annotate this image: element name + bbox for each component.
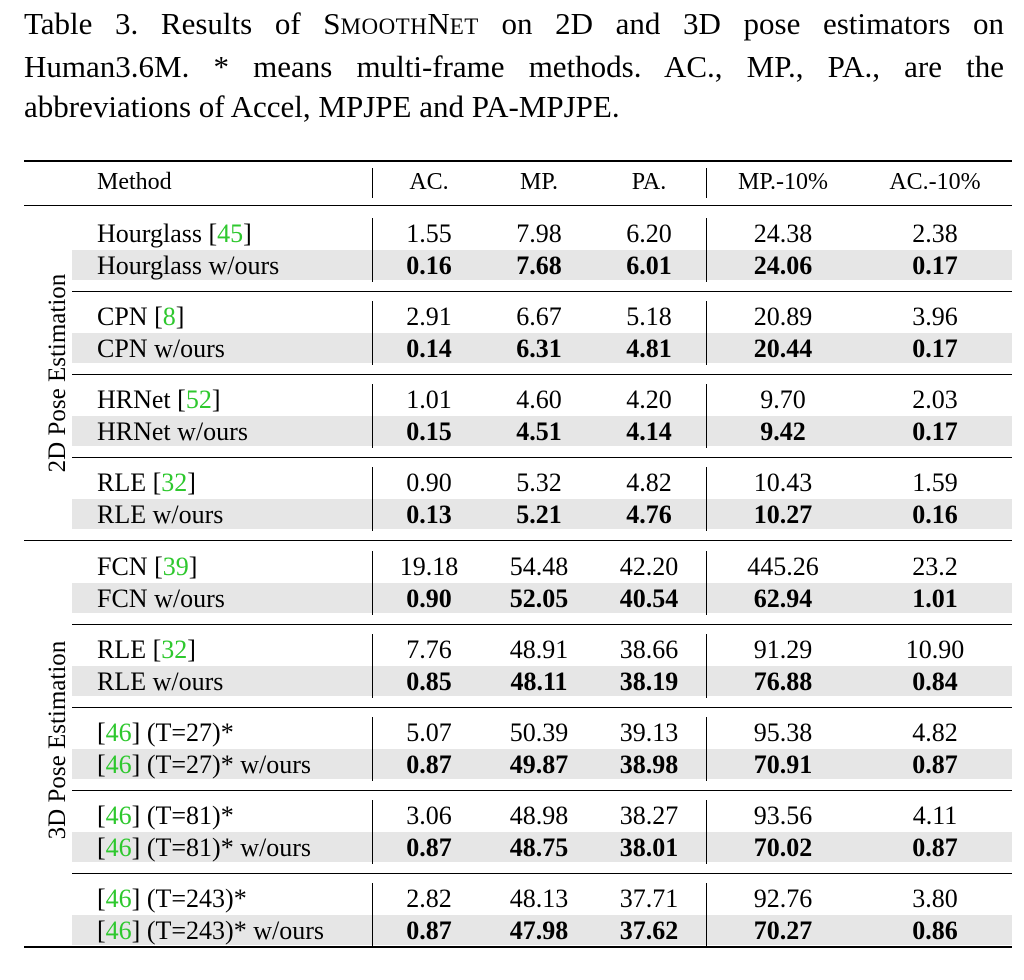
vline-method-sep (372, 634, 373, 698)
method-name-text: RLE [ (97, 468, 162, 497)
method-name-prefix: [ (97, 750, 106, 779)
citation-ref: 45 (217, 219, 244, 248)
header-vline-2 (706, 168, 707, 198)
method-name-suffix: ] (T=27)* (131, 718, 234, 747)
method-name-text: FCN [ (97, 552, 163, 581)
section-rule (24, 540, 1012, 541)
metric-value: 5.32 (516, 468, 562, 497)
metric-value-ours: 6.31 (516, 334, 562, 363)
citation-ref: 32 (161, 468, 188, 497)
metric-value: 95.38 (753, 718, 813, 747)
metric-value-ours: 62.94 (753, 584, 813, 613)
metric-value: 10.90 (905, 635, 965, 664)
metric-value: 93.56 (753, 801, 813, 830)
metric-value-ours: 0.13 (406, 500, 452, 529)
metric-value: 3.80 (912, 884, 958, 913)
metric-value-ours: 7.68 (516, 251, 562, 280)
metric-value-ours: 0.86 (912, 916, 958, 945)
method-name-ours (97, 832, 311, 864)
method-name-prefix: [ (97, 833, 106, 862)
metric-value: 7.98 (516, 219, 562, 248)
method-name-suffix: ] (T=243)* (131, 884, 247, 913)
metric-value-ours: 0.16 (912, 500, 958, 529)
method-name-text: FCN w/ours (97, 584, 225, 613)
metric-value-ours: 9.42 (760, 417, 806, 446)
metric-value: 19.18 (399, 552, 459, 581)
header-mp: MP. (519, 169, 559, 195)
metric-value-ours: 0.17 (912, 334, 958, 363)
metric-value: 42.20 (619, 552, 679, 581)
metric-value: 48.13 (509, 884, 569, 913)
metric-value-ours: 4.51 (516, 417, 562, 446)
method-name-ours (97, 666, 223, 698)
citation-ref: 46 (105, 833, 132, 862)
metric-value-ours: 4.81 (626, 334, 672, 363)
metric-value-ours: 37.62 (619, 916, 679, 945)
method-name-text: HRNet w/ours (97, 417, 248, 446)
method-name (97, 717, 234, 749)
group-rule (72, 873, 1012, 874)
metric-value-ours: 24.06 (753, 251, 813, 280)
metric-value-ours: 20.44 (753, 334, 813, 363)
metric-value: 5.07 (406, 718, 452, 747)
vline-method-sep (372, 301, 373, 365)
method-name-text: Hourglass w/ours (97, 251, 280, 280)
vline-method-sep (372, 218, 373, 282)
metric-value: 1.01 (406, 385, 452, 414)
method-name (97, 800, 234, 832)
metric-value-ours: 4.14 (626, 417, 672, 446)
metric-value: 20.89 (753, 302, 813, 331)
metric-value: 3.06 (406, 801, 452, 830)
metric-value: 91.29 (753, 635, 813, 664)
citation-ref: 46 (105, 884, 132, 913)
vline-method-sep (372, 883, 373, 947)
metric-value-ours: 0.87 (912, 833, 958, 862)
method-name-text: RLE w/ours (97, 667, 224, 696)
metric-value: 6.67 (516, 302, 562, 331)
method-name-text: [ (97, 718, 106, 747)
caption-name-s: S (323, 6, 341, 41)
metric-value: 92.76 (753, 884, 813, 913)
metric-value-ours: 48.75 (509, 833, 569, 862)
header-vline-1 (372, 168, 373, 198)
method-name-suffix: ] (211, 385, 221, 414)
metric-value-ours: 40.54 (619, 584, 679, 613)
metric-value-ours: 0.17 (912, 417, 958, 446)
group-rule (72, 707, 1012, 708)
metric-value-ours: 48.11 (510, 667, 568, 696)
method-name-suffix: ] (243, 219, 252, 248)
method-name-ours (97, 583, 225, 615)
metric-value-ours: 0.14 (406, 334, 452, 363)
caption-suffix: on 2D and 3D pose estimators on Human3.6M. * means multi-frame methods. AC., MP., PA., are the abbreviations of Accel, MPJPE and PA-MPJPE. (24, 6, 1005, 124)
vline-method-sep (372, 717, 373, 781)
metric-value-ours: 0.17 (912, 251, 958, 280)
metric-value-ours: 10.27 (753, 500, 813, 529)
metric-value: 445.26 (747, 552, 819, 581)
citation-ref: 46 (105, 801, 132, 830)
method-name-text: RLE w/ours (97, 500, 224, 529)
method-name-ours (97, 333, 225, 365)
method-name (97, 634, 196, 666)
metric-value-ours: 0.85 (406, 667, 452, 696)
vline-method-sep (372, 384, 373, 448)
method-name-ours (97, 749, 311, 781)
method-name-suffix: ] (175, 302, 185, 331)
caption-name-n: N (427, 6, 450, 41)
metric-value: 2.91 (406, 302, 452, 331)
method-name-ours (97, 915, 324, 947)
metric-value: 2.03 (912, 385, 958, 414)
header-ac10: AC.-10% (889, 169, 981, 195)
metric-value: 4.60 (516, 385, 562, 414)
vline-method-sep (372, 467, 373, 531)
citation-ref: 46 (105, 718, 132, 747)
group-rule (72, 790, 1012, 791)
method-name-text: Hourglass [ (97, 219, 218, 248)
method-name-ours (97, 250, 279, 282)
metric-value-ours: 47.98 (509, 916, 569, 945)
metric-value-ours: 4.76 (626, 500, 672, 529)
metric-value-ours: 70.02 (753, 833, 813, 862)
header-pa: PA. (631, 169, 667, 195)
metric-value: 1.59 (912, 468, 958, 497)
citation-ref: 52 (185, 385, 212, 414)
metric-value-ours: 6.01 (626, 251, 672, 280)
method-name-suffix: ] (187, 468, 196, 497)
citation-ref: 46 (105, 750, 132, 779)
section-label: 3D Pose Estimation (44, 640, 71, 840)
metric-value: 10.43 (753, 468, 813, 497)
citation-ref: 32 (161, 635, 188, 664)
metric-value: 4.82 (912, 718, 958, 747)
header-rule (24, 205, 1012, 206)
method-name-text: CPN [ (97, 302, 163, 331)
header-ac: AC. (409, 169, 449, 195)
top-rule (24, 160, 1012, 162)
vline-method-sep (372, 551, 373, 615)
group-rule (72, 624, 1012, 625)
citation-ref: 46 (105, 916, 132, 945)
metric-value-ours: 5.21 (516, 500, 562, 529)
caption-name-et: ET (449, 14, 479, 39)
metric-value-ours: 52.05 (509, 584, 569, 613)
bottom-rule (24, 946, 1012, 948)
method-name-text: ] (T=243)* w/ours (131, 916, 324, 945)
metric-value: 38.66 (619, 635, 679, 664)
citation-ref: 39 (162, 552, 189, 581)
metric-value: 38.27 (619, 801, 679, 830)
method-name-prefix: [ (97, 916, 106, 945)
metric-value-ours: 0.87 (406, 833, 452, 862)
method-name-suffix: ] (T=81)* (131, 801, 234, 830)
metric-value-ours: 38.19 (619, 667, 679, 696)
header-method: Method (97, 169, 172, 195)
metric-value-ours: 0.90 (406, 584, 452, 613)
header-mp10: MP.-10% (737, 169, 828, 195)
method-name-ours (97, 499, 223, 531)
method-name-text: CPN w/ours (97, 334, 225, 363)
metric-value: 48.91 (509, 635, 569, 664)
method-name (97, 551, 197, 583)
metric-value-ours: 38.01 (619, 833, 679, 862)
method-name-text: [ (97, 884, 106, 913)
metric-value: 4.11 (912, 801, 958, 830)
metric-value: 5.18 (626, 302, 672, 331)
method-name-text: [ (97, 801, 106, 830)
method-name (97, 467, 196, 499)
method-name-text: ] (T=27)* w/ours (131, 750, 311, 779)
metric-value-ours: 49.87 (509, 750, 569, 779)
caption-name-mooth: MOOTH (340, 14, 428, 39)
group-rule (72, 457, 1012, 458)
metric-value-ours: 0.87 (912, 750, 958, 779)
metric-value-ours: 76.88 (753, 667, 813, 696)
metric-value: 48.98 (509, 801, 569, 830)
vline-method-sep (372, 800, 373, 864)
metric-value-ours: 0.87 (406, 916, 452, 945)
method-name-suffix: ] (188, 552, 198, 581)
metric-value-ours: 0.16 (406, 251, 452, 280)
metric-value-ours: 70.27 (753, 916, 813, 945)
metric-value: 0.90 (406, 468, 452, 497)
method-name-text: HRNet [ (97, 385, 186, 414)
metric-value: 6.20 (626, 219, 672, 248)
metric-value: 2.82 (406, 884, 452, 913)
metric-value-ours: 0.15 (406, 417, 452, 446)
method-name-text: ] (T=81)* w/ours (131, 833, 311, 862)
metric-value: 39.13 (619, 718, 679, 747)
metric-value-ours: 1.01 (912, 584, 958, 613)
metric-value: 23.2 (912, 552, 958, 581)
method-name (97, 883, 247, 915)
caption-prefix: Table 3. Results of (24, 6, 324, 41)
metric-value-ours: 0.84 (912, 667, 958, 696)
metric-value: 4.82 (626, 468, 672, 497)
citation-ref: 8 (162, 302, 176, 331)
metric-value: 7.76 (406, 635, 452, 664)
metric-value: 4.20 (626, 385, 672, 414)
metric-value: 24.38 (753, 219, 813, 248)
method-name-ours (97, 416, 248, 448)
metric-value: 9.70 (760, 385, 806, 414)
method-name (97, 301, 184, 333)
metric-value-ours: 38.98 (619, 750, 679, 779)
group-rule (72, 291, 1012, 292)
section-label: 2D Pose Estimation (44, 273, 71, 473)
metric-value: 50.39 (509, 718, 569, 747)
metric-value-ours: 0.87 (406, 750, 452, 779)
method-name-suffix: ] (187, 635, 196, 664)
group-rule (72, 374, 1012, 375)
metric-value: 54.48 (509, 552, 569, 581)
metric-value: 1.55 (406, 219, 452, 248)
metric-value: 37.71 (619, 884, 679, 913)
metric-value-ours: 70.91 (753, 750, 813, 779)
metric-value: 3.96 (912, 302, 958, 331)
method-name (97, 384, 221, 416)
method-name (97, 218, 252, 250)
method-name-text: RLE [ (97, 635, 162, 664)
metric-value: 2.38 (912, 219, 958, 248)
